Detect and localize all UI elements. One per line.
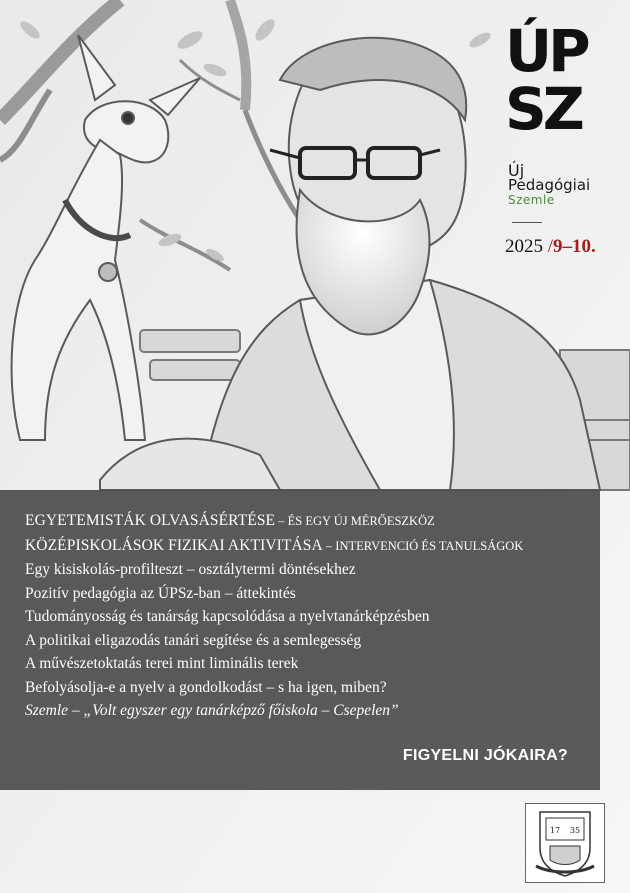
toc-item-title: KÖZÉPISKOLÁSOK FIZIKAI AKTIVITÁSA <box>25 536 323 554</box>
toc-item-review: Szemle – „Volt egyszer egy tanárképző főiskola – Csepelen” <box>25 702 399 719</box>
journal-logo <box>505 17 615 152</box>
toc-item: A politikai eligazodás tanári segítése és a semlegesség <box>25 631 362 649</box>
seal-year-left: 17 <box>549 826 561 835</box>
logo-line-1: ÚP <box>505 17 587 85</box>
toc-item: Tudományosság és tanárság kapcsolódása a nyelvtanárképzésben <box>25 608 430 625</box>
logo-line-2: SZ <box>505 75 581 143</box>
issue-year: 2025 <box>505 236 543 257</box>
contents-panel <box>0 490 600 790</box>
toc-item: Pozitív pedagógia az ÚPSz-ban – áttekintés <box>25 584 296 602</box>
toc-item: A művészetoktatás terei mint liminális terek <box>25 655 299 672</box>
toc-item <box>25 509 595 534</box>
toc-item: Befolyásolja-e a nyelv a gondolkodást – s ha igen, miben? <box>25 678 387 696</box>
journal-name-line-2: Pedagógiai <box>508 176 591 194</box>
publisher-seal <box>525 803 605 883</box>
toc-item-subtitle: – ÉS EGY ÚJ MÉRŐESZKÖZ <box>275 514 435 528</box>
issue-separator: / <box>547 236 554 257</box>
table-of-contents <box>25 509 595 723</box>
seal-year-right: 35 <box>569 826 581 835</box>
toc-item <box>25 534 595 559</box>
journal-name <box>508 163 590 208</box>
toc-item-subtitle: – INTERVENCIÓ ÉS TANULSÁGOK <box>322 538 524 553</box>
issue-number <box>505 236 596 258</box>
journal-name-line-3: Szemle <box>508 193 555 207</box>
journal-name-line-1: Új <box>508 161 525 180</box>
toc-item: Egy kisiskolás-profilteszt – osztálytermi döntésekhez <box>25 561 356 578</box>
divider <box>512 222 542 223</box>
cover-tagline: FIGYELNI JÓKAIRA? <box>402 747 568 764</box>
issue-volume: 9–10. <box>553 236 596 257</box>
toc-item-title: EGYETEMISTÁK OLVASÁSÉRTÉSE <box>25 512 276 529</box>
